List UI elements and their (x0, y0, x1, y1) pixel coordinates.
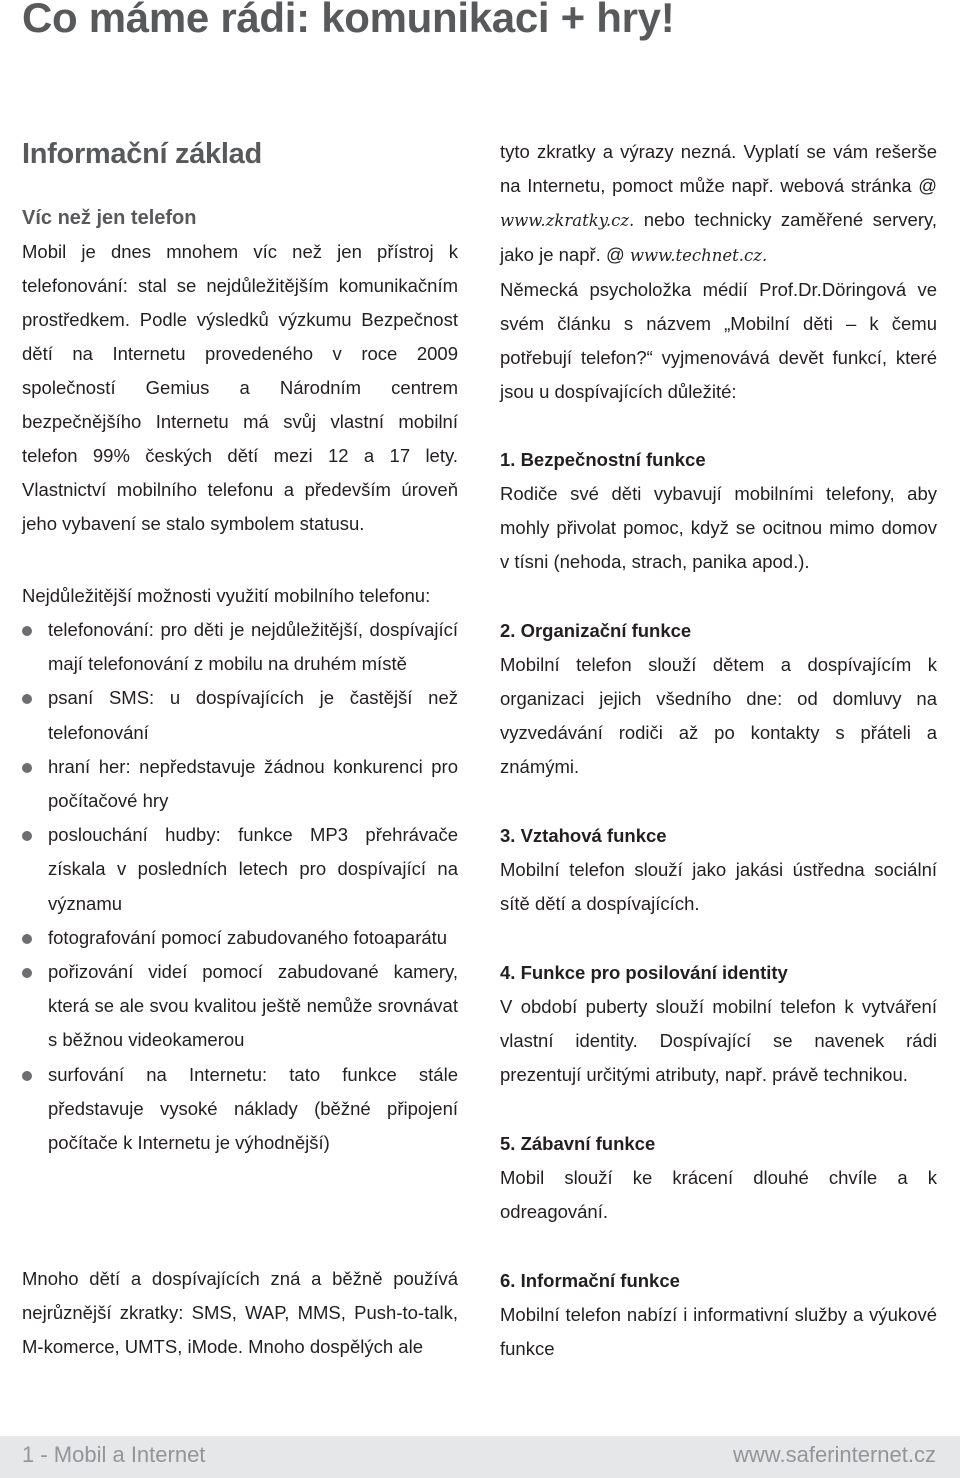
function-text: Mobilní telefon slouží dětem a dospívajícím k organizaci jejich všedního dne: od domluvy na vyzvedávání rodiči až po kontakty s přáteli a známými. (500, 654, 937, 777)
link-technet[interactable]: www.technet.cz. (629, 246, 768, 265)
function-text: Mobilní telefon slouží jako jakási ústředna sociální sítě dětí a dospívajících. (500, 859, 937, 914)
function-6 (500, 1264, 937, 1366)
bullet-icon (22, 626, 32, 636)
function-1 (500, 443, 937, 579)
section-title: Informační základ (22, 138, 262, 170)
list-item: poslouchání hudby: funkce MP3 přehrávače získala v posledních letech pro dospívající na významu (22, 818, 458, 921)
function-4 (500, 956, 937, 1092)
bullet-icon (22, 831, 32, 841)
continuation-block (500, 135, 937, 409)
link-zkratky[interactable]: www.zkratky.cz. (500, 211, 635, 230)
function-title: 6. Informační funkce (500, 1270, 680, 1291)
continuation-paragraph: tyto zkratky a výrazy nezná. Vyplatí se vám rešerše na Internetu, pomoct může např. webová stránka @ www.zkratky.cz. nebo technicky zaměřené servery, jako je např. @ www.technet.cz. (500, 141, 938, 265)
function-title: 2. Organizační funkce (500, 620, 692, 641)
list-item: hraní her: nepředstavuje žádnou konkurenci pro počítačové hry (22, 750, 458, 818)
doring-paragraph: Německá psycholožka médií Prof.Dr.Döringová ve svém článku s názvem „Mobilní děti – k čemu potřebují telefon?“ vyjmenovává devět funkcí, které jsou u dospívajících důležité: (500, 279, 937, 402)
bullet-icon (22, 1071, 32, 1081)
function-title: 5. Zábavní funkce (500, 1133, 656, 1154)
page-title: Co máme rádi: komunikaci + hry! (22, 0, 675, 41)
function-title: 3. Vztahová funkce (500, 825, 667, 846)
at-icon: @ (918, 175, 938, 196)
footer-page-label: 1 - Mobil a Internet (22, 1442, 206, 1467)
footer-website-link[interactable]: www.saferinternet.cz (733, 1442, 936, 1467)
function-text: Mobil slouží ke krácení dlouhé chvíle a k odreagování. (500, 1167, 937, 1222)
function-text: Mobilní telefon nabízí i informativní služby a výukové funkce (500, 1304, 937, 1359)
usage-list (22, 613, 458, 1160)
function-3 (500, 819, 937, 921)
bullet-icon (22, 934, 32, 944)
bullet-icon (22, 763, 32, 773)
closing-paragraph: Mnoho dětí a dospívajících zná a běžně používá nejrůznější zkratky: SMS, WAP, MMS, Push-to-talk, M-komerce, UMTS, iMode. Mnoho dospělých ale (22, 1268, 458, 1357)
footer-bar (0, 1436, 960, 1478)
intro-paragraph: Mobil je dnes mnohem víc než jen přístroj k telefonování: stal se nejdůležitějším komunikačním prostředkem. Podle výsledků výzkumu Bezpečnost dětí na Internetu provedeného v roce 2009 společností Gemius a Národním centrem bezpečnějšího Internetu má svůj vlastní mobilní telefon 99% českých dětí mezi 12 a 17 lety. Vlastnictví mobilního telefonu a především úroveň jeho vybavení se stalo symbolem statusu. (22, 241, 458, 534)
bullet-icon (22, 968, 32, 978)
list-item: surfování na Internetu: tato funkce stále představuje vysoké náklady (běžné připojení počítače k Internetu je výhodnější) (22, 1058, 458, 1161)
list-item: psaní SMS: u dospívajících je častější než telefonování (22, 681, 458, 749)
intro-block (22, 201, 458, 541)
function-title: 4. Funkce pro posilování identity (500, 962, 788, 983)
subheading: Víc než jen telefon (22, 207, 197, 229)
function-2 (500, 614, 937, 784)
bullet-icon (22, 694, 32, 704)
list-item: pořizování videí pomocí zabudované kamery, která se ale svou kvalitou ještě nemůže srovnávat s běžnou videokamerou (22, 955, 458, 1058)
list-item: fotografování pomocí zabudovaného fotoaparátu (22, 921, 458, 955)
function-text: V období puberty slouží mobilní telefon k vytváření vlastní identity. Dospívající se navenek rádi prezentují určitými atributy, např. právě technikou. (500, 996, 937, 1085)
function-title: 1. Bezpečnostní funkce (500, 449, 706, 470)
function-5 (500, 1127, 937, 1229)
function-text: Rodiče své děti vybavují mobilními telefony, aby mohly přivolat pomoc, když se ocitnou mimo domov v tísni (nehoda, strach, panika apod.). (500, 483, 937, 572)
at-icon: @ (605, 244, 625, 265)
list-item: telefonování: pro děti je nejdůležitější, dospívající mají telefonování z mobilu na druhém místě (22, 613, 458, 681)
list-intro: Nejdůležitější možnosti využití mobilního telefonu: (22, 585, 431, 606)
usage-block (22, 579, 458, 1160)
closing-block (22, 1262, 458, 1364)
